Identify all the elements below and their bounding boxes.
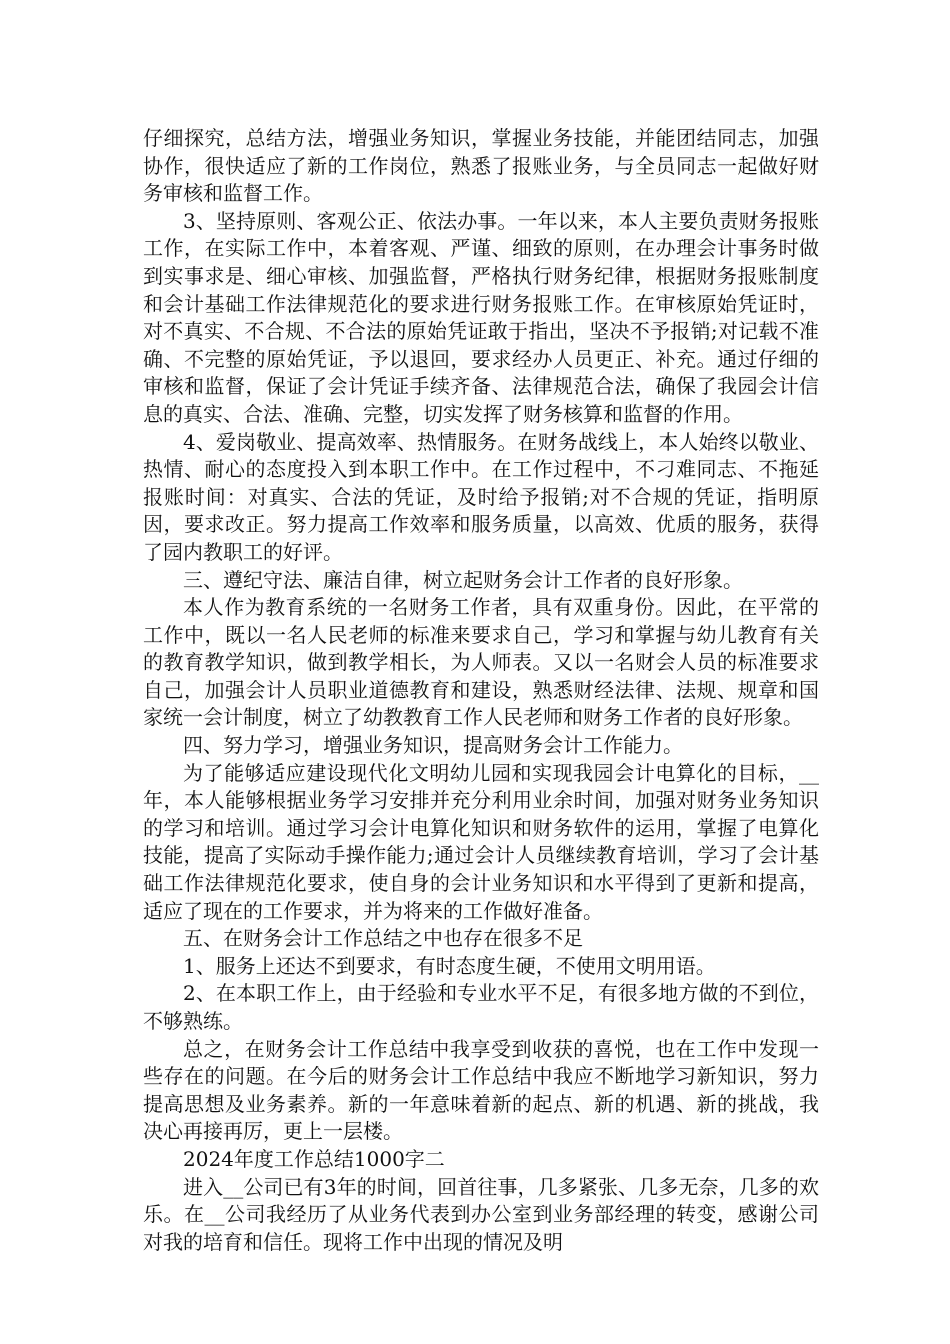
paragraph-5: 本人作为教育系统的一名财务工作者，具有双重身份。因此，在平常的工作中，既以一名人民老师的标准来要求自己，学习和掌握与幼儿教育有关的教育教学知识，做到教学相长，为人师表。又以一名财会人员的标准要求自己，加强会计人员职业道德教育和建设，熟悉财经法律、法规、规章和国家统一会计制度，树立了幼教教育工作人民老师和财务工作者的良好形象。	[143, 595, 819, 730]
paragraph-13: 进入__公司已有3年的时间，回首往事，几多紧张、几多无奈，几多的欢乐。在__公司我经历了从业务代表到办公室到业务部经理的转变，感谢公司对我的培育和信任。现将工作中出现的情况及明	[143, 1174, 819, 1254]
paragraph-11: 总之，在财务会计工作总结中我享受到收获的喜悦，也在工作中发现一些存在的问题。在今后的财务会计工作总结中我应不断地学习新知识，努力提高思想及业务素养。新的一年意味着新的起点、新的机遇、新的挑战，我决心再接再厉，更上一层楼。	[143, 1036, 819, 1144]
section-heading-3: 三、遵纪守法、廉洁自律，树立起财务会计工作者的良好形象。	[183, 567, 743, 592]
document-page	[143, 125, 819, 1256]
paragraph-1: 仔细探究，总结方法，增强业务知识，掌握业务技能，并能团结同志，加强协作，很快适应了新的工作岗位，熟悉了报账业务，与全员同志一起做好财务审核和监督工作。	[143, 126, 819, 206]
paragraph-2: 3、坚持原则、客观公正、依法办事。一年以来，本人主要负责财务报账工作，在实际工作中，本着客观、严谨、细致的原则，在办理会计事务时做到实事求是、细心审核、加强监督，严格执行财务纪律，根据财务报账制度和会计基础工作法律规范化的要求进行财务报账工作。在审核原始凭证时，对不真实、不合规、不合法的原始凭证敢于指出，坚决不予报销;对记载不准确、不完整的原始凭证，予以退回，要求经办人员更正、补充。通过仔细的审核和监督，保证了会计凭证手续齐备、法律规范合法，确保了我园会计信息的真实、合法、准确、完整，切实发挥了财务核算和监督的作用。	[143, 208, 819, 426]
paragraph-10: 2、在本职工作上，由于经验和专业水平不足，有很多地方做的不到位，不够熟练。	[143, 981, 819, 1033]
paragraph-7: 为了能够适应建设现代化文明幼儿园和实现我园会计电算化的目标，__年，本人能够根据业务学习安排并充分利用业余时间，加强对财务业务知识的学习和培训。通过学习会计电算化知识和财务软件的运用，掌握了电算化技能，提高了实际动手操作能力;通过会计人员继续教育培训，学习了会计基础工作法律规范化要求，使自身的会计业务知识和水平得到了更新和提高，适应了现在的工作要求，并为将来的工作做好准备。	[143, 760, 819, 923]
section-heading-4: 四、努力学习，增强业务知识，提高财务会计工作能力。	[183, 733, 683, 758]
paragraph-9: 1、服务上还达不到要求，有时态度生硬，不使用文明用语。	[183, 953, 716, 978]
paragraph-3: 4、爱岗敬业、提高效率、热情服务。在财务战线上，本人始终以敬业、热情、耐心的态度投入到本职工作中。在工作过程中，不刁难同志、不拖延报账时间：对真实、合法的凭证，及时给予报销;对不合规的凭证，指明原因，要求改正。努力提高工作效率和服务质量，以高效、优质的服务，获得了园内教职工的好评。	[143, 429, 819, 564]
section-heading-5: 五、在财务会计工作总结之中也存在很多不足	[183, 926, 583, 951]
document-subtitle: 2024年度工作总结1000字二	[183, 1146, 445, 1171]
